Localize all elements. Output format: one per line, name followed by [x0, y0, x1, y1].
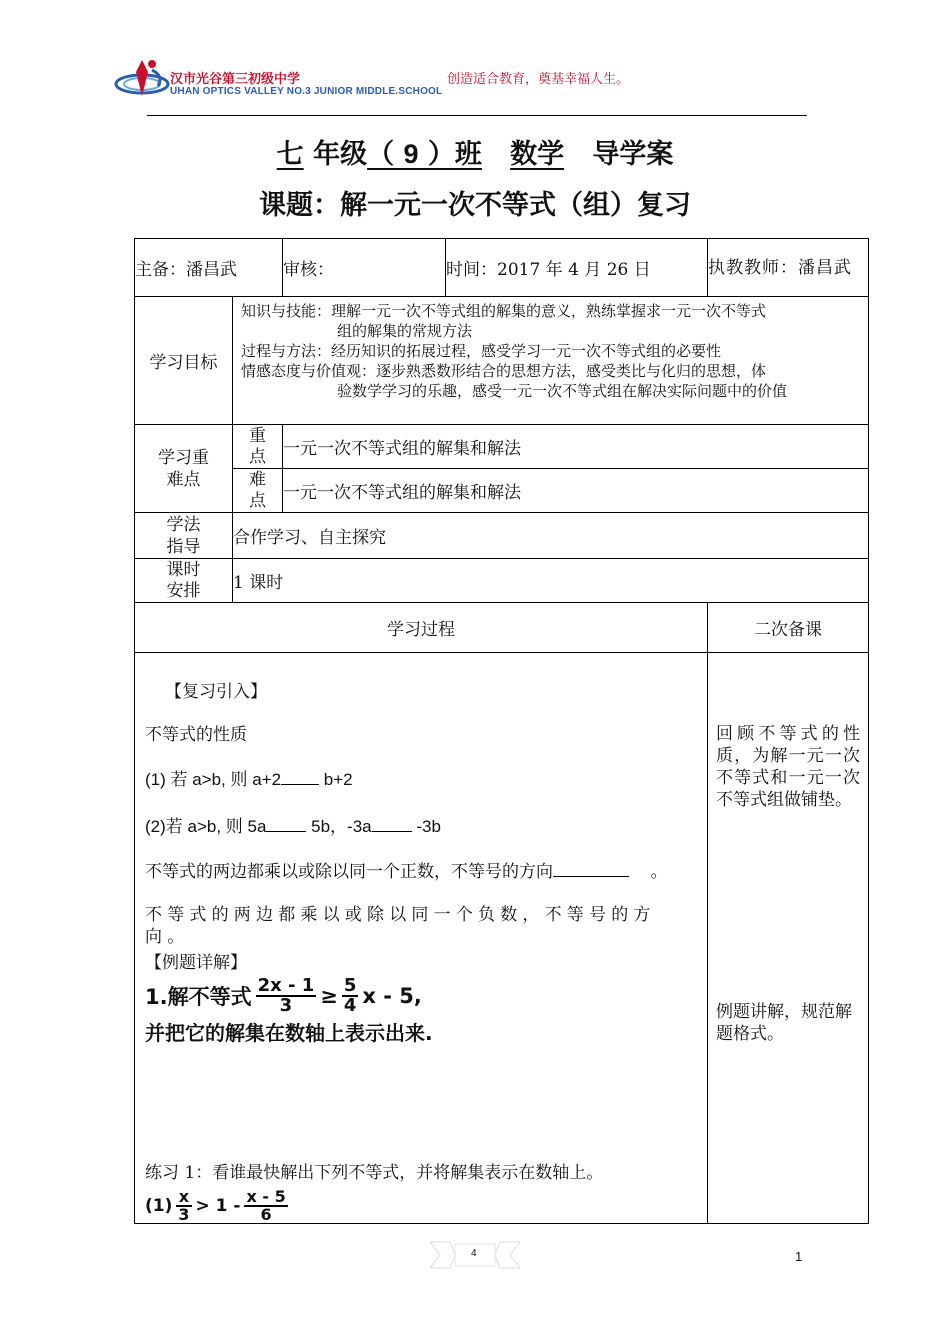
tab-number: 4: [471, 1248, 477, 1259]
goals-label: 学习目标: [135, 297, 233, 425]
schedule-content: 1 课时: [233, 559, 869, 603]
answer-blank[interactable]: [281, 784, 319, 785]
notes-content: [708, 653, 869, 1224]
page-number: 1: [795, 1249, 803, 1264]
method-label: 学法指导: [135, 513, 233, 559]
doc-type: 导学案: [592, 139, 674, 170]
note-review: 回顾不等式的性质，为解一元一次不等式和一元一次不等式组做铺垫。: [716, 724, 860, 810]
example-instruction: 并把它的解集在数轴上表示出来.: [145, 1021, 433, 1045]
answer-blank[interactable]: [372, 831, 412, 832]
schedule-label: 课时安排: [135, 559, 233, 603]
time-cell: 时间：2017 年 4 月 26 日: [446, 239, 708, 297]
page-title: 七 年级（ 9 ）班 数学 导学案: [276, 139, 674, 170]
subject: 数学: [510, 139, 565, 170]
answer-blank[interactable]: [266, 831, 306, 832]
notes-header: 二次备课: [708, 603, 869, 653]
school-logo: [112, 56, 176, 104]
practice-instruction: 练习 1：看谁最快解出下列不等式，并将解集表示在数轴上。: [145, 1163, 604, 1183]
difficulty-content: 一元一次不等式组的解集和解法: [283, 469, 869, 513]
question-2: (2)若 a>b, 则 5a 5b，-3a -3b: [145, 817, 441, 836]
process-content: [135, 653, 708, 1224]
negative-rule: 不等式的两边都乘以或除以同一个负数，不等号的方向。: [145, 905, 656, 947]
answer-blank[interactable]: [553, 876, 629, 877]
school-name: 汉市光谷第三初级中学: [170, 72, 301, 87]
note-example: 例题讲解，规范解题格式。: [716, 1002, 852, 1044]
review-heading: 【复习引入】: [165, 682, 267, 702]
reviewer-cell: 审核：: [283, 239, 446, 297]
preparer-cell: 主备：潘昌武: [135, 239, 283, 297]
question-1: (1) 若 a>b, 则 a+2 b+2: [145, 770, 353, 789]
example-problem: 1.解不等式 $\frac{2x - 1}{3}$ ≥ $\frac{5}{4}$ x - 5,: [145, 975, 422, 1016]
process-header: 学习过程: [135, 603, 708, 653]
focus-label: 重点: [233, 425, 283, 469]
school-slogan: 创造适合教育，奠基幸福人生。: [447, 72, 630, 87]
properties-heading: 不等式的性质: [145, 725, 247, 745]
focus-content: 一元一次不等式组的解集和解法: [283, 425, 869, 469]
key-points-label: 学习重难点: [135, 425, 233, 513]
example-heading: 【例题详解】: [145, 953, 247, 973]
difficulty-label: 难点: [233, 469, 283, 513]
page-tab: [430, 1240, 520, 1270]
practice-problem: (1) $\frac{x}{3}$ > 1 - $\frac{x - 5}{6}$: [145, 1187, 286, 1224]
school-name-en: UHAN OPTICS VALLEY NO.3 JUNIOR MIDDLE.SCHOOL: [170, 86, 443, 97]
lesson-topic: 课题：解一元一次不等式（组）复习: [259, 190, 691, 221]
class-number: 9: [403, 139, 419, 169]
lesson-plan-table: [134, 238, 869, 1224]
grade: 七: [276, 139, 304, 170]
method-content: 合作学习、自主探究: [233, 513, 869, 559]
goals-content: 知识与技能：理解一元一次不等式组的解集的意义，熟练掌握求一元一次不等式 组的解集的常规方法 过程与方法：经历知识的拓展过程，感受学习一元一次不等式组的必要性 情感态度与价值观：逐步熟悉数形结合的思想方法，感受类比与化归的思想，体 验数学学习的乐趣，感受一元一次不等式组在解决实际问题中的价值: [233, 297, 869, 425]
positive-rule: 不等式的两边都乘以或除以同一个正数，不等号的方向 。: [145, 862, 668, 882]
header-divider: [147, 115, 807, 116]
teacher-cell: 执教教师：潘昌武: [708, 239, 869, 297]
